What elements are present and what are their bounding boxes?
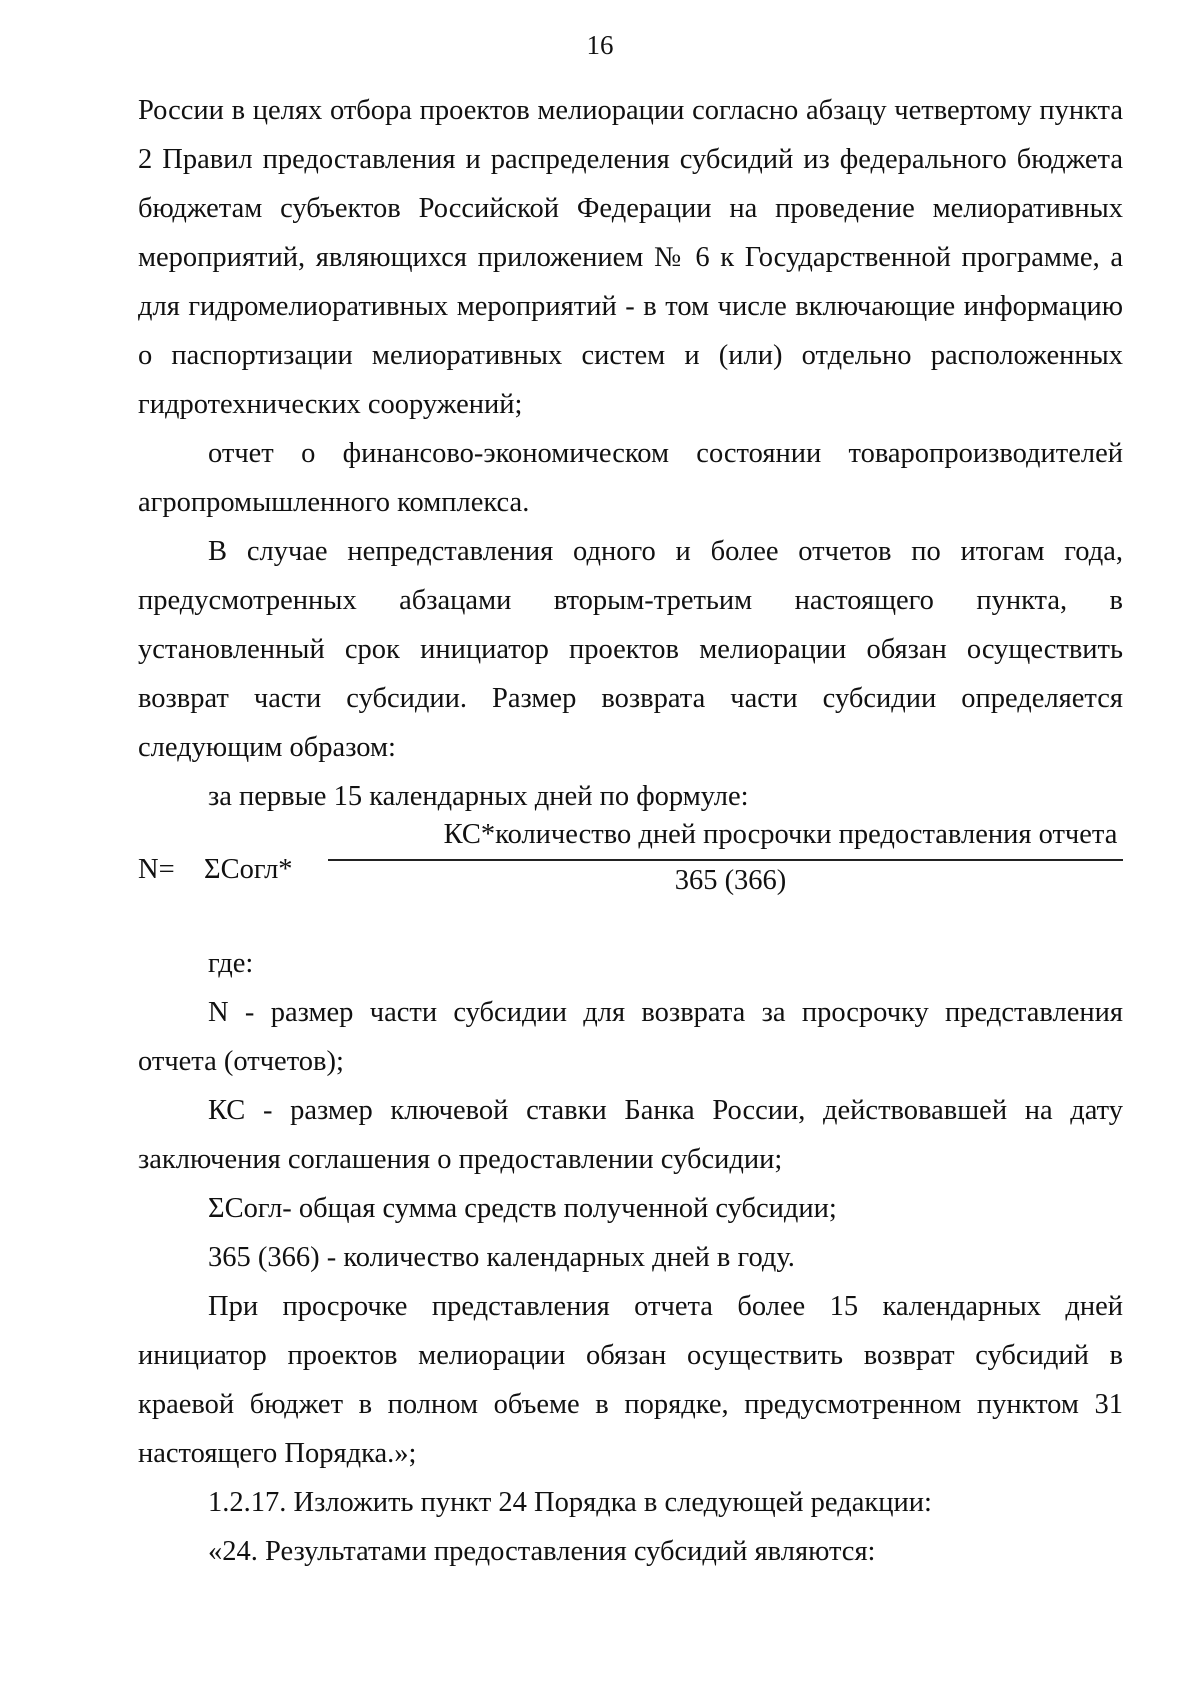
formula-denominator: 365 (366): [674, 865, 787, 896]
return-formula: [138, 819, 1123, 919]
paragraph-financial-report: отчет о финансово-экономическом состоянии товаропроизводителей агропромышленного комплекса.: [138, 438, 1123, 518]
formula-numerator: КС*количество дней просрочки предоставления отчета: [443, 819, 1118, 850]
formula-lhs: N=: [138, 854, 175, 885]
definition-sum: ΣСогл- общая сумма средств полученной субсидии;: [208, 1193, 837, 1224]
definition-days: 365 (366) - количество календарных дней в году.: [208, 1242, 795, 1273]
definition-ks: КС - размер ключевой ставки Банка России, действовавшей на дату заключения соглашения о предоставлении субсидии;: [138, 1095, 1123, 1175]
document-body: [138, 86, 1123, 1576]
paragraph-point-24: «24. Результатами предоставления субсидий являются:: [208, 1536, 876, 1567]
paragraph-non-submission: В случае непредставления одного и более отчетов по итогам года, предусмотренных абзацами вторым-третьим настоящего пункта, в установленный срок инициатор проектов мелиорации обязан осуществить возврат части субсидии. Размер возврата части субсидии определяется следующим образом:: [138, 536, 1123, 763]
definition-n: N - размер части субсидии для возврата за просрочку представления отчета (отчетов);: [138, 997, 1123, 1077]
paragraph-where: где:: [208, 948, 254, 979]
formula-sum-term: ΣСогл*: [204, 854, 293, 885]
paragraph-overdue: При просрочке представления отчета более 15 календарных дней инициатор проектов мелиорации обязан осуществить возврат субсидий в краевой бюджет в полном объеме в порядке, предусмотренном пунктом 31 настоящего Порядка.»;: [138, 1291, 1123, 1469]
paragraph-continuation: России в целях отбора проектов мелиорации согласно абзацу четвертому пункта 2 Правил предоставления и распределения субсидий из федерального бюджета бюджетам субъектов Российской Федерации на проведение мелиоративных мероприятий, являющихся приложением № 6 к Государственной программе, а для гидромелиоративных мероприятий - в том числе включающие информацию о паспортизации мелиоративных систем и (или) отдельно расположенных гидротехнических сооружений;: [138, 95, 1123, 420]
paragraph-formula-intro: за первые 15 календарных дней по формуле:: [208, 781, 749, 812]
page-number: 16: [586, 30, 614, 60]
paragraph-amendment: 1.2.17. Изложить пункт 24 Порядка в следующей редакции:: [208, 1487, 932, 1518]
formula-fraction: [328, 813, 1123, 901]
